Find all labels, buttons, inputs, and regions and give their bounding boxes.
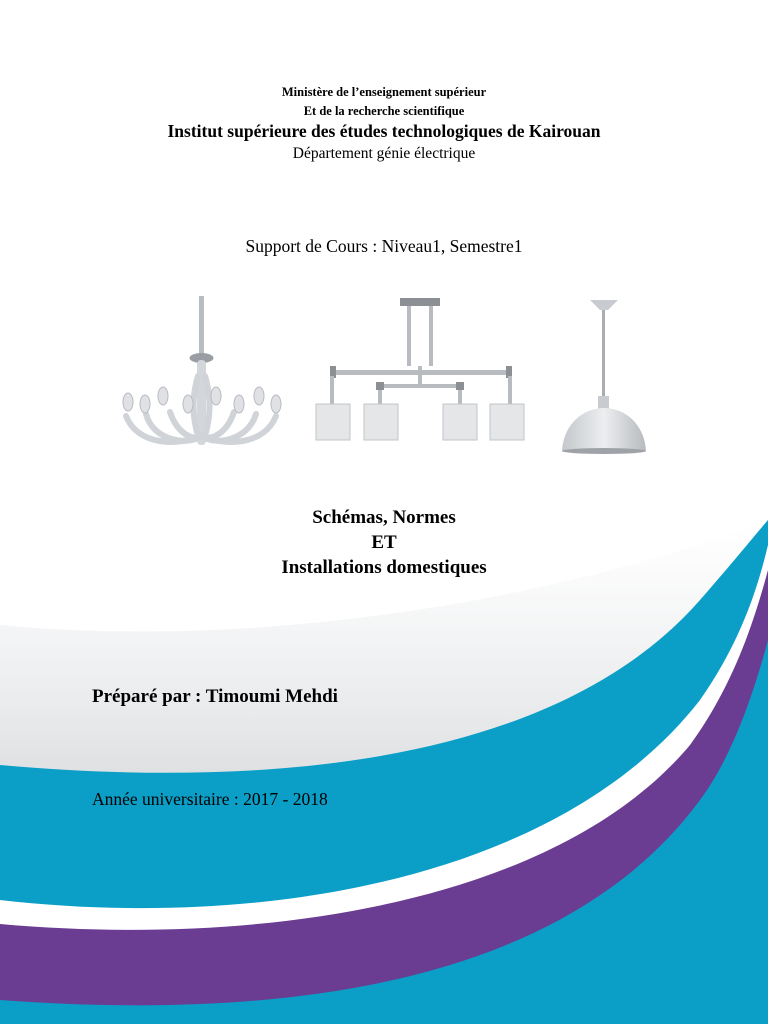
prepared-by: Préparé par : Timoumi Mehdi: [92, 686, 338, 707]
title-line-3: Installations domestiques: [281, 557, 487, 578]
chandelier-icon: [118, 296, 288, 456]
institute-name: Institut supérieure des études technologiques de Kairouan: [167, 121, 601, 141]
academic-year: Année universitaire : 2017 - 2018: [92, 789, 328, 809]
bar-pendant-lamp-icon: [310, 296, 540, 444]
title-line-2: ET: [371, 532, 397, 553]
dome-pendant-lamp-icon: [556, 296, 652, 456]
ministry-line: Ministère de l’enseignement supérieur: [281, 85, 487, 99]
ministry-line-2: Et de la recherche scientifique: [303, 104, 465, 118]
title-line-1: Schémas, Normes: [312, 507, 456, 528]
department-name: Département génie électrique: [292, 145, 476, 162]
course-support: Support de Cours : Niveau1, Semestre1: [245, 236, 523, 256]
